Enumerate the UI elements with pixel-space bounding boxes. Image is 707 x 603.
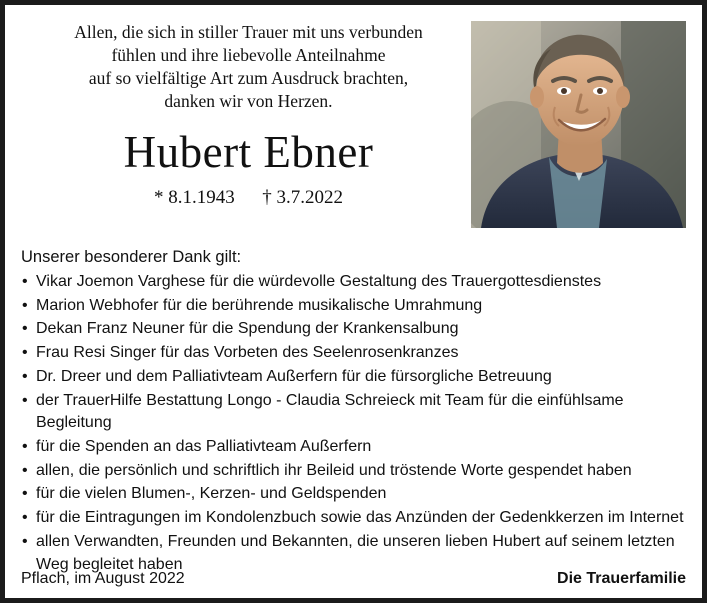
list-item: • Frau Resi Singer für das Vorbeten des Seelenrosenkranzes — [21, 342, 686, 365]
list-item: • allen, die persönlich und schriftlich ihr Beileid und tröstende Worte gespendet haben — [21, 460, 686, 483]
thanks-heading: Unserer besonderer Dank gilt: — [21, 248, 242, 266]
footer — [21, 570, 686, 588]
list-item: • Marion Webhofer für die berührende musikalische Umrahmung — [21, 295, 686, 318]
intro-text — [21, 15, 476, 113]
life-dates — [21, 187, 476, 209]
deceased-name: Hubert Ebner — [123, 127, 374, 178]
list-item: • Vikar Joemon Varghese für die würdevolle Gestaltung des Trauergottesdienstes — [21, 271, 686, 294]
birth-date: * 8.1.1943 — [154, 186, 235, 208]
intro-line-1: Allen, die sich in stiller Trauer mit uns verbunden — [74, 22, 423, 42]
list-item: • für die Eintragungen im Kondolenzbuch sowie das Anzünden der Gedenkkerzen im Internet — [21, 507, 686, 530]
family-signature: Die Trauerfamilie — [557, 570, 686, 587]
death-date: † 3.7.2022 — [262, 186, 343, 208]
portrait-photo — [471, 21, 686, 228]
header-block — [21, 15, 686, 230]
list-item: • Dr. Dreer und dem Palliativteam Außerfern für die fürsorgliche Betreuung — [21, 366, 686, 389]
list-item: • allen Verwandten, Freunden und Bekannten, die unseren lieben Hubert auf seinem letzten Weg begleitet haben — [21, 531, 686, 576]
list-item: • für die vielen Blumen-, Kerzen- und Geldspenden — [21, 483, 686, 506]
thanks-list — [21, 271, 686, 576]
place-and-date: Pflach, im August 2022 — [21, 570, 185, 587]
intro-line-2: fühlen und ihre liebevolle Anteilnahme — [111, 45, 386, 66]
intro-line-3: auf so vielfältige Art zum Ausdruck brachten, — [88, 68, 409, 89]
list-item: • für die Spenden an das Palliativteam Außerfern — [21, 436, 686, 459]
list-item: • der TrauerHilfe Bestattung Longo - Claudia Schreieck mit Team für die einfühlsame Begleitung — [21, 390, 686, 435]
intro-line-4: danken wir von Herzen. — [164, 91, 333, 112]
list-item: • Dekan Franz Neuner für die Spendung der Krankensalbung — [21, 318, 686, 341]
